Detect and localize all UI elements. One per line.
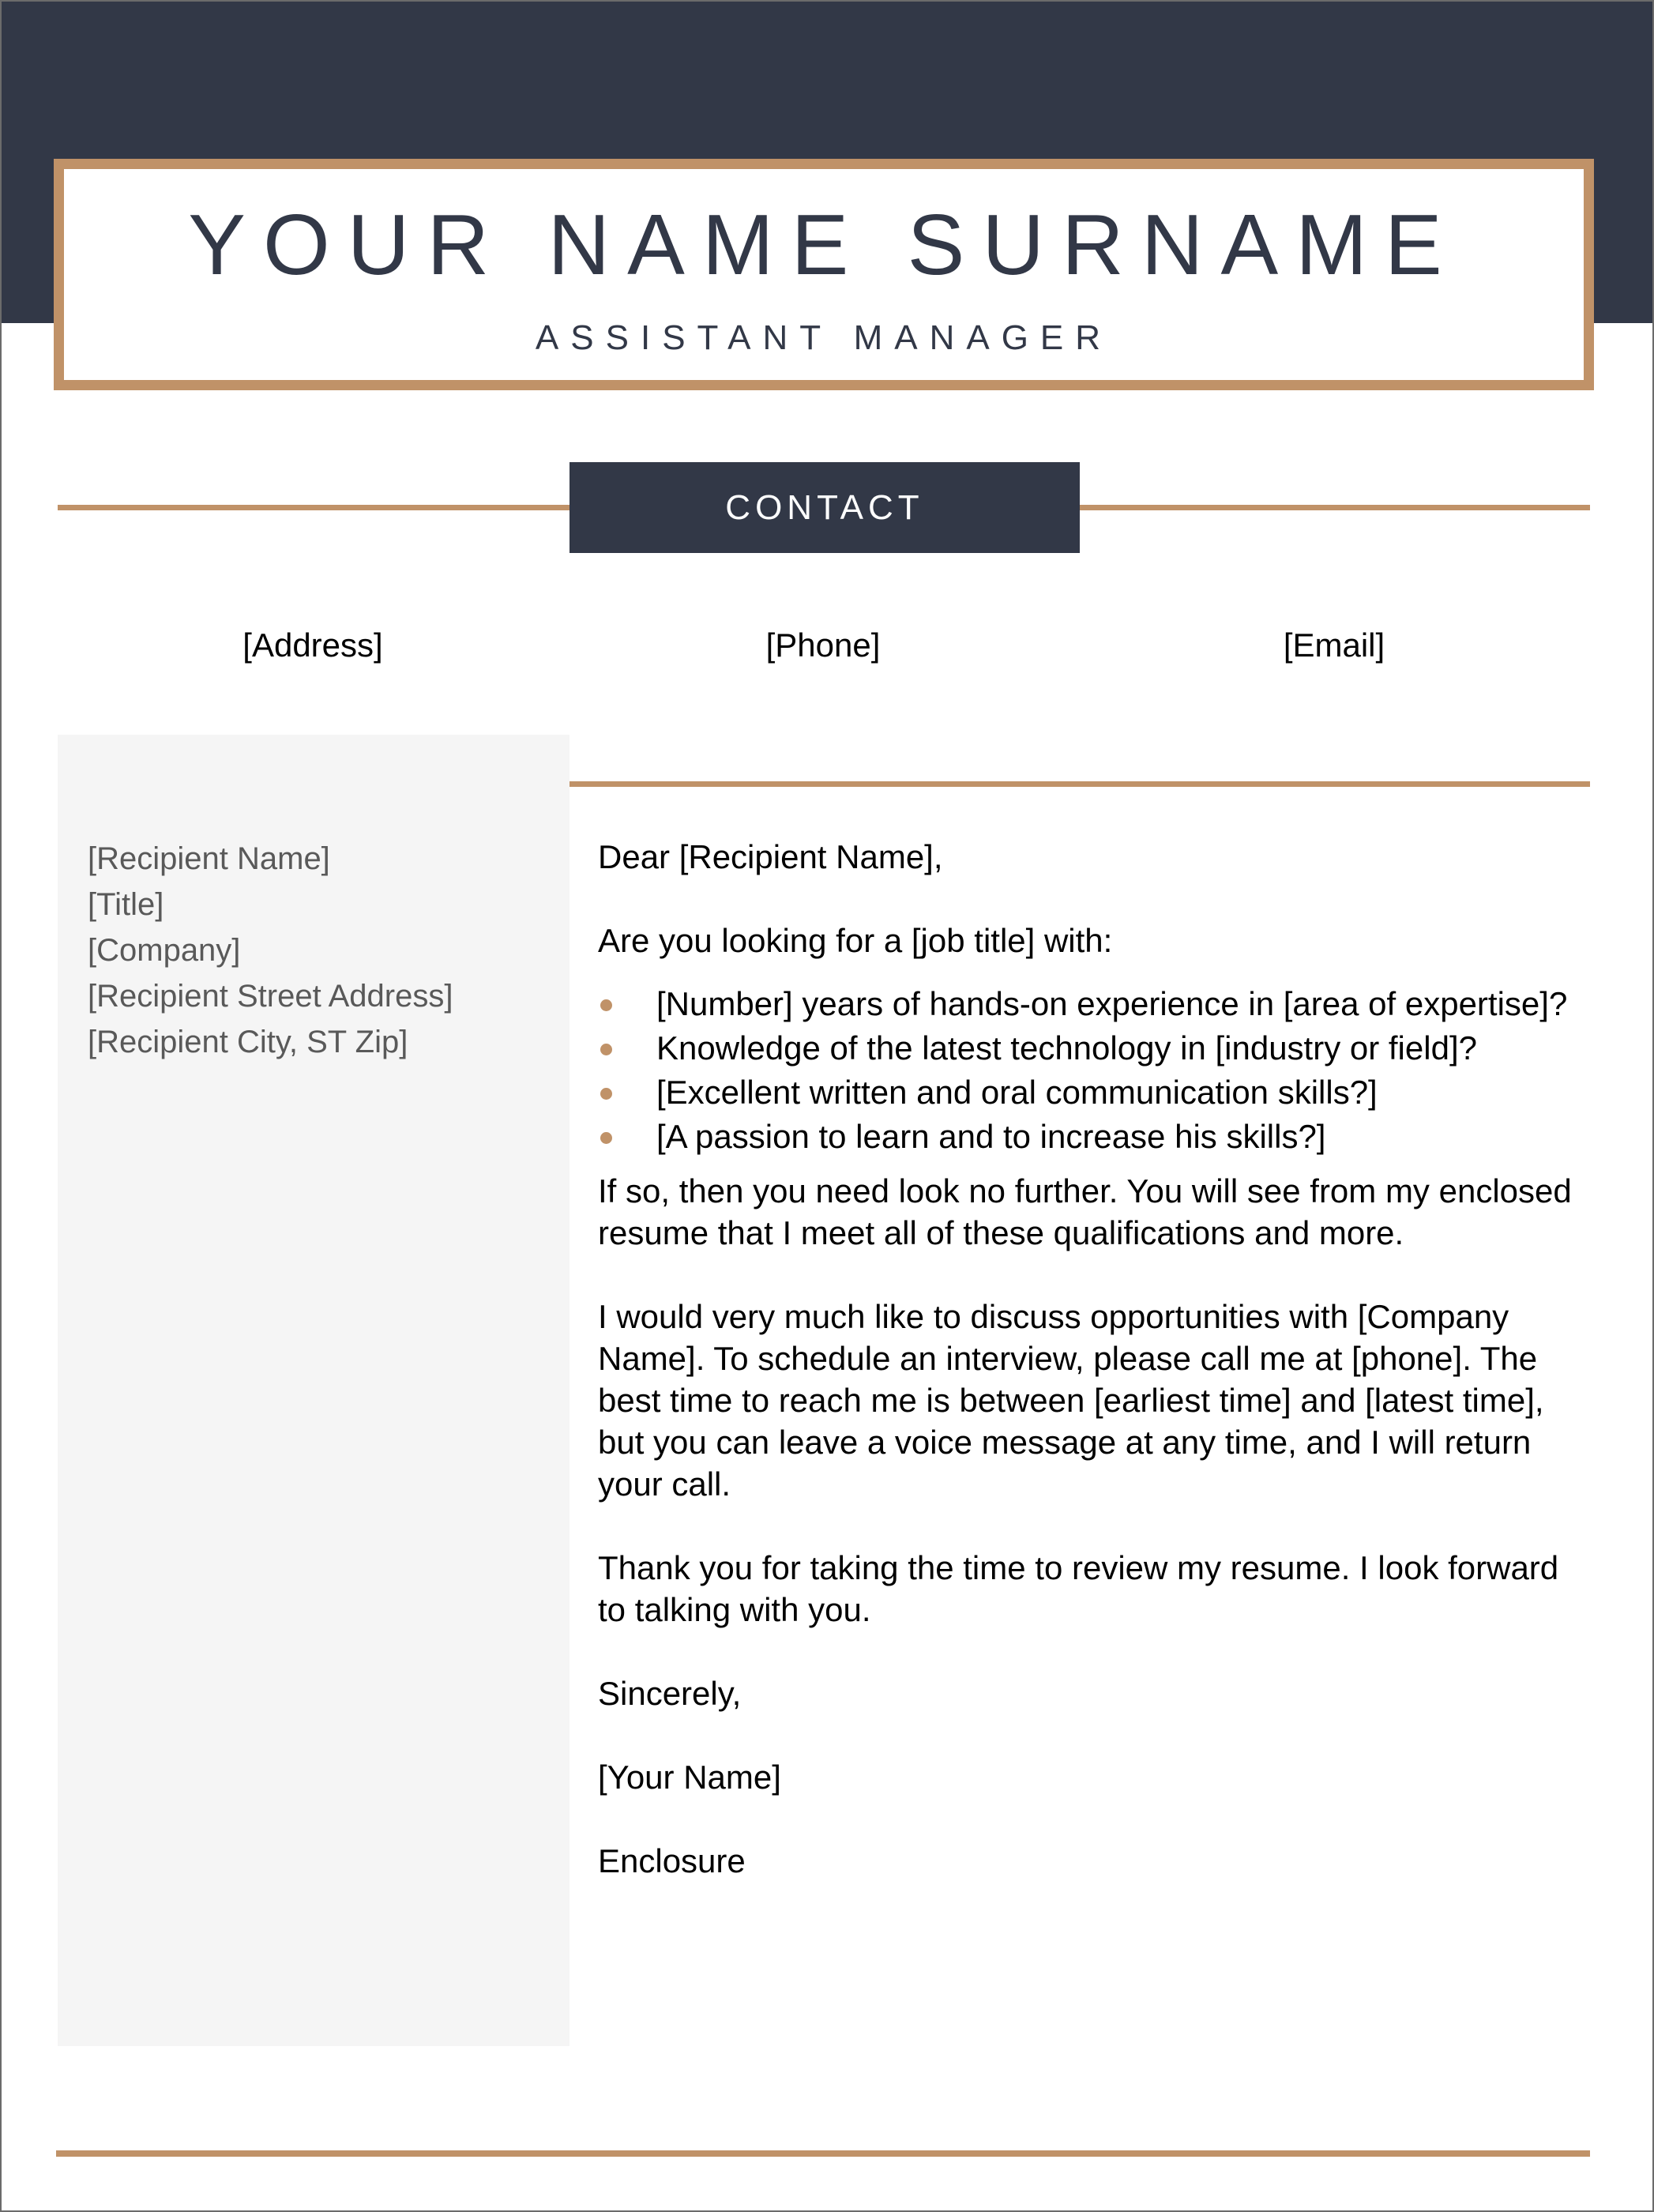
divider <box>570 781 1590 787</box>
recipient-name: [Recipient Name] <box>88 841 330 876</box>
letter-body <box>598 836 1577 1924</box>
recipient-company: [Company] <box>88 933 241 968</box>
recipient-city: [Recipient City, ST Zip] <box>88 1025 408 1059</box>
enclosure: Enclosure <box>598 1842 746 1879</box>
job-title: ASSISTANT MANAGER <box>535 318 1113 357</box>
divider <box>1080 505 1590 510</box>
paragraph: If so, then you need look no further. You will see from my enclosed resume that I meet all of these qualifications and more. <box>598 1172 1572 1251</box>
bullet-icon <box>600 999 612 1011</box>
bullet-icon <box>600 1044 612 1055</box>
contact-phone: [Phone] <box>765 626 881 664</box>
name-box <box>54 159 1594 390</box>
recipient-block <box>88 836 453 1065</box>
divider <box>58 505 570 510</box>
contact-address: [Address] <box>242 626 383 664</box>
paragraph: Thank you for taking the time to review my resume. I look forward to talking with you. <box>598 1549 1559 1628</box>
paragraph: I would very much like to discuss opportunities with [Company Name]. To schedule an interview, please call me at [phone]. The best time to reach me is between [earliest time] and [latest time], but you can leave a voice message at any time, and I will return your call. <box>598 1298 1544 1503</box>
bullet-icon <box>600 1088 612 1100</box>
applicant-name: YOUR NAME SURNAME <box>188 197 1460 293</box>
intro: Are you looking for a [job title] with: <box>598 922 1113 959</box>
greeting: Dear [Recipient Name], <box>598 838 943 875</box>
bullet-icon <box>600 1132 612 1144</box>
qualification-list <box>598 983 1577 1157</box>
recipient-street: [Recipient Street Address] <box>88 979 453 1014</box>
list-item: [A passion to learn and to increase his skills?] <box>598 1115 1577 1157</box>
recipient-title: [Title] <box>88 887 164 922</box>
signature: [Your Name] <box>598 1759 781 1796</box>
closing: Sincerely, <box>598 1675 742 1712</box>
footer-divider <box>56 2150 1590 2157</box>
contact-email: [Email] <box>1283 626 1385 664</box>
list-item: [Excellent written and oral communication skills?] <box>598 1071 1577 1113</box>
list-item: Knowledge of the latest technology in [industry or field]? <box>598 1027 1577 1069</box>
list-item: [Number] years of hands-on experience in [area of expertise]? <box>598 983 1577 1025</box>
contact-heading: CONTACT <box>570 462 1080 553</box>
